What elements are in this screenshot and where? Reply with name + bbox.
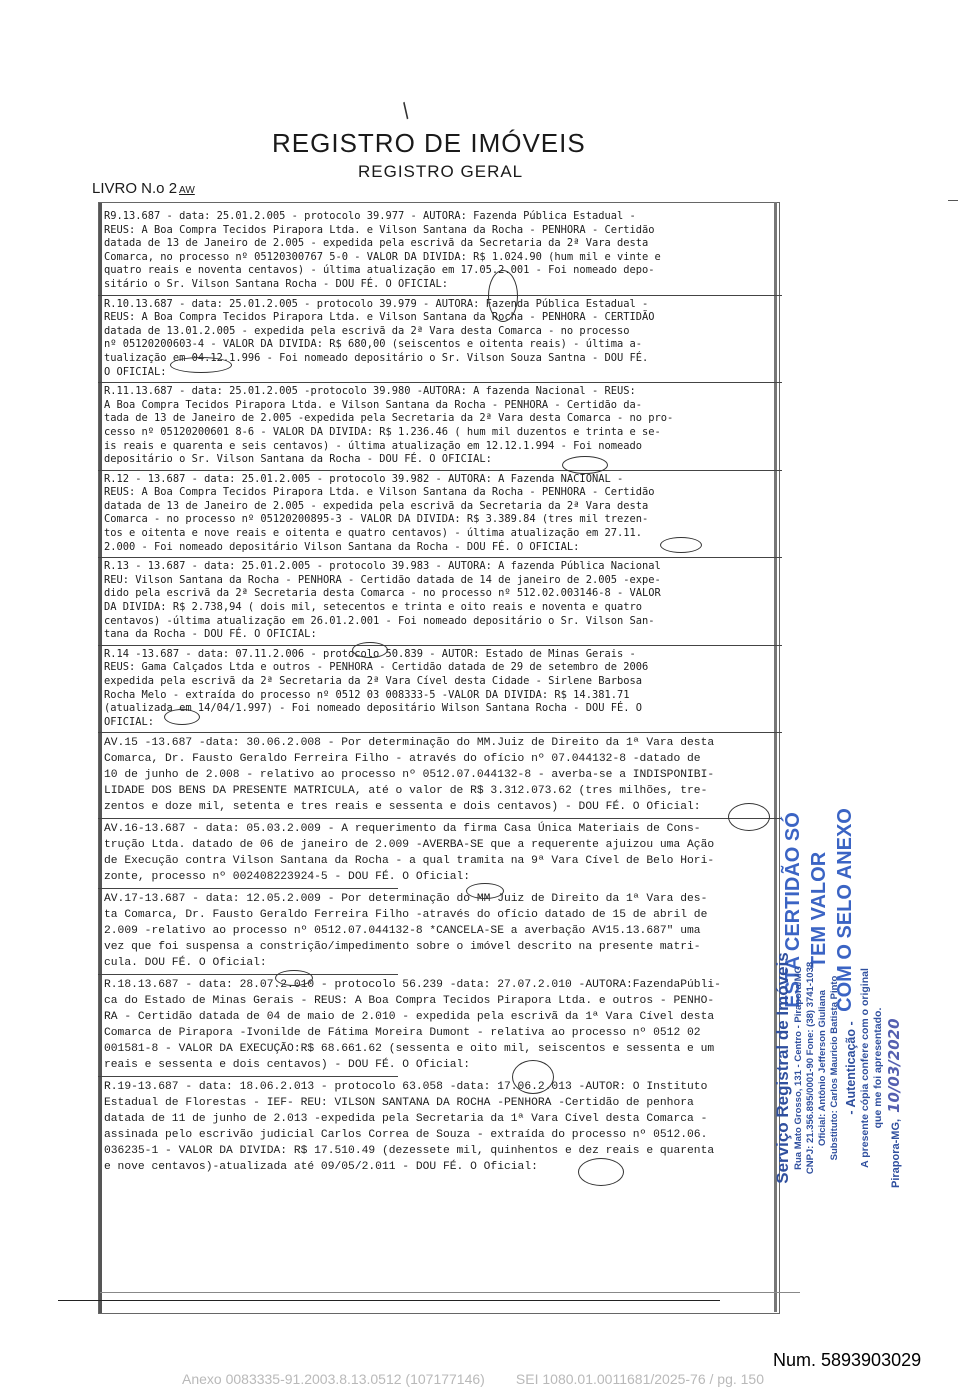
entry-r13: R.13 - 13.687 - data: 25.01.2.005 - protocolo 39.983 - AUTORA: A fazenda Pública Nacional REU: Vilson Santana da Rocha - PENHORA - Certidão datada de 14 de janeiro de 2.005 -expe- dido pela escrivã da 2ª Secretaria desta Comarca - no processo nº 512.02.003146-8 - VALOR DA DIVIDA: R$ 2.738,94 ( dois mil, setecentos e trinta e oito reais e noventa e quatro centavos) -última atualização em 26.01.2.001 - Foi nomeado depositário o Sr. Vilson San- tana da Rocha - DOU FÉ. O OFICIAL:: [102, 558, 792, 646]
stamp-cnpj: CNPJ: 21.356.895/0001-90 Fone: (38) 3741-1038: [805, 961, 816, 1175]
stamp-substituto: Substituto: Carlos Mauricio Batista Pinto: [829, 975, 840, 1161]
signature-mark: [164, 709, 200, 725]
top-pen-mark: /: [396, 97, 415, 123]
signature-mark: [466, 883, 504, 899]
entry-av16: AV.16-13.687 - data: 05.03.2.009 - A requerimento da firma Casa Única Materiais de Cons- trução Ltda. datado de 06 de janeiro de 2.009 -AVERBA-SE que a requerente ajuizou uma Ação de Execução contra Vilson Santana da Rocha - a qual tramita na 9ª Vara Cível de Belo Hori- zonte, processo nº 002408223924-5 - DOU FÉ. O Oficial:: [102, 819, 792, 889]
stamp-text: A presente cópia confere com o original: [859, 968, 871, 1168]
page-subtitle: REGISTRO GERAL: [358, 162, 524, 181]
signature-mark: [488, 270, 518, 322]
entry-r11: R.11.13.687 - data: 25.01.2.005 -protocolo 39.980 -AUTORA: A fazenda Nacional - REUS: A Boa Compra Tecidos Pirapora Ltda. e Vilson Santana da Rocha - PENHORA - Certidão da- tada de 13 de Janeiro de 2.005 -expedida pela Secretaria da 2ª Vara desta Comarca - no pro- cesso nº 05120200601 8-6 - VALOR DA DIVIDA: R$ 1.236.46 ( hum mil duzentos e trinta e se- is reais e quarenta e seis centavos) - última atualização em 12.12.1.994 - Foi nomeado depositário o Sr. Vilson Santana da Rocha - DOU FÉ. O OFICIAL:: [102, 383, 792, 471]
side-certificate-line: COM O SELO ANEXO: [834, 808, 856, 1012]
entry-r12: R.12 - 13.687 - data: 25.01.2.005 - protocolo 39.982 - AUTORA: A Fazenda NACIONAL - REUS: A Boa Compra Tecidos Pirapora Ltda. e Vilson Santana da Rocha - PENHORA - Certidão datada de 13 de Janeiro de 2.005 - expedida pela escrivã da Secretaria da 2ª Vara desta Comarca - no processo nº 05120200895-3 - VALOR DA DIVIDA: R$ 3.389.84 (tres mil trezen- tos e oitenta e nove reais e oitenta e quatro centavos) - última atualização em 27.11. 2.000 - Foi nomeado depositário Vilson Santana da Rocha - DOU FÉ. O OFICIAL:: [102, 471, 792, 559]
footer-reference: Anexo 0083335-91.2003.8.13.0512 (107177146) SEI 1080.01.0011681/2025-76 / pg. 150: [182, 1371, 764, 1387]
signature-mark: [562, 456, 608, 474]
edge-mark: [948, 200, 958, 201]
entry-r14: R.14 -13.687 - data: 07.11.2.006 - protocolo 50.839 - AUTOR: Estado de Minas Gerais - REUS: Gama Calçados Ltda e outros - PENHORA - Certidão datada de 29 de setembro de 2006 expedida pela escrivã da 2ª Secretaria da 2ª Vara Cível desta Cidade - Sirlene Barbosa Rocha Melo - extraída do processo nº 0512 03 008333-5 -VALOR DA DIVIDA: R$ 14.381.71 (atualizada em 14/04/1.997) - Foi nomeado depositário Wilson Santana Rocha - DOU FÉ. O OFICIAL:: [102, 646, 792, 734]
register-entries: [102, 208, 792, 1179]
signature-mark: [660, 537, 702, 553]
stamp-date: 10/03/2020: [885, 1018, 903, 1113]
document-number: Num. 5893903029: [773, 1350, 922, 1370]
side-certificate-line: ESTA CERTIDÃO SÓ: [782, 812, 804, 1008]
stamp-address: Rua Mato Grosso, 131 - Centro - Pirapora/MG: [793, 966, 804, 1170]
stamp-place: [887, 908, 903, 1228]
entry-r19: R.19-13.687 - data: 18.06.2.013 - protocolo 63.058 -data: 17.06.2.013 -AUTOR: O Instituto Estadual de Florestas - IEF- REU: VILSON SANTANA DA ROCHA -PENHORA -Certidão de penhora datada de 11 de junho de 2.013 -expedida pela Secretaria da 1ª Vara Cível desta Comarca - assinada pelo escrivão judicial Carlos Correa de Souza - extraída do processo nº 0512.06. 036235-1 - VALOR DA DIVIDA: R$ 17.510.49 (dezessete mil, quinhentos e dez reais e quarenta e nove centavos)-atualizada até 09/05/2.011 - DOU FÉ. O Oficial:: [104, 1081, 715, 1174]
signature-mark: [728, 803, 770, 831]
signature-mark: [512, 1060, 554, 1094]
stamp-autenticacao: - Autenticação -: [844, 1021, 858, 1115]
livro-value: AW: [179, 185, 195, 196]
entry-av17: AV.17-13.687 - data: 12.05.2.009 - Por determinação do MM Juiz de Direito da 1ª Vara des- ta Comarca, Dr. Fausto Geraldo Ferreira Filho -através do ofício datado de 15 de abril de 2.009 -relativo ao processo nº 0512.07.044132-8 *CANCELA-SE a averbação AV15.13.687" uma vez que foi suspensa a constrição/impedimento sobre o imóvel descrito na presente matri- cula. DOU FÉ. O Oficial:: [102, 889, 792, 975]
signature-mark: [352, 642, 388, 658]
livro-label-text: LIVRO N.o 2: [92, 180, 178, 197]
entry-av15: AV.15 -13.687 -data: 30.06.2.008 - Por determinação do MM.Juiz de Direito da 1ª Vara desta Comarca, Dr. Fausto Geraldo Ferreira Filho - através do ofício nº 07.044132-8 -datado de 10 de junho de 2.008 - relativo ao processo nº 0512.07.044132-8 - averba-se a INDISPONIBI- LIDADE DOS BENS DA PRESENTE MATRICULA, até o valor de R$ 3.312.073.62 (tres milhões, tre- zentos e doze mil, setenta e tres reais e sessenta e dois centavos) - DOU FÉ. O Oficial:: [102, 733, 792, 819]
entry-r10: R.10.13.687 - data: 25.01.2.005 - protocolo 39.979 - AUTORA: Fazenda Pública Estadual - REUS: A Boa Compra Tecidos Pirapora Ltda. e Vilson Santana da Rocha - PENHORA - CERTIDÃO datada de 13.01.2.005 - expedida pela escrivã da 2ª Vara desta Comarca - no processo nº 05120200603-4 - VALOR DA DIVIDA: R$ 680,00 (seiscentos e oitenta reais) - última a- tualização em 04.12.1.996 - Foi nomeado depositário o Sr. Vilson Souza Santna - DOU FÉ. O OFICIAL:: [102, 296, 792, 384]
page-title: REGISTRO DE IMÓVEIS: [272, 128, 586, 158]
signature-mark: [578, 1158, 624, 1186]
entry-r9: R9.13.687 - data: 25.01.2.005 - protocolo 39.977 - AUTORA: Fazenda Pública Estadual - REUS: A Boa Compra Tecidos Pirapora Ltda. e Vilson Santana da Rocha - PENHORA - Certidão datada de 13 de Janeiro de 2.005 - expedida pela escrivã da Secretaria da 2ª Vara desta Comarca, no processo nº 05120300767 5-0 - VALOR DA DIVIDA: R$ 1.024.90 (hum mil e vinte e quatro reais e noventa centavos) - última atualização em 17.05.2.001 - Foi nomeado depo- sitário o Sr. Vilson Santana Rocha - DOU FÉ. O OFICIAL:: [102, 208, 792, 296]
signature-mark: [275, 970, 313, 986]
stamp-text: que me foi apresentado.: [872, 1007, 884, 1129]
notary-stamp: [773, 908, 923, 1228]
stamp-title: Serviço Registral de Imóveis: [773, 952, 792, 1184]
stamp-place-text: Pirapora-MG,: [890, 1118, 902, 1188]
bottom-rule: [100, 1292, 800, 1293]
side-certificate-line: TEM VALOR: [808, 851, 830, 969]
signature-mark: [170, 357, 232, 373]
entry-r18: R.18.13.687 - data: 28.07.2.010 - protocolo 56.239 -data: 27.07.2.010 -AUTORA:FazendaPúbli- ca do Estado de Minas Gerais - REUS: A Boa Compra Tecidos Pirapora Ltda. e outros - PENHO- RA - Certidão datada de 04 de maio de 2.010 - expedida pela escrivã da 1ª Vara Cível desta Comarca de Pirapora -Ivonilde de Fátima Moreira Dumont - relativa ao processo nº 0512 02 001581-8 - VALOR DA EXECUÇÃO:R$ 68.661.62 (sessenta e oito mil, seiscentos e sessenta e um reais e sessenta e dois centavos) - DOU FÉ. O Oficial:: [102, 975, 792, 1077]
stamp-oficial: Oficial: Antônio Jefferson Giuliana: [817, 990, 828, 1146]
livro-label: [92, 180, 195, 197]
bottom-rule: [58, 1300, 720, 1301]
